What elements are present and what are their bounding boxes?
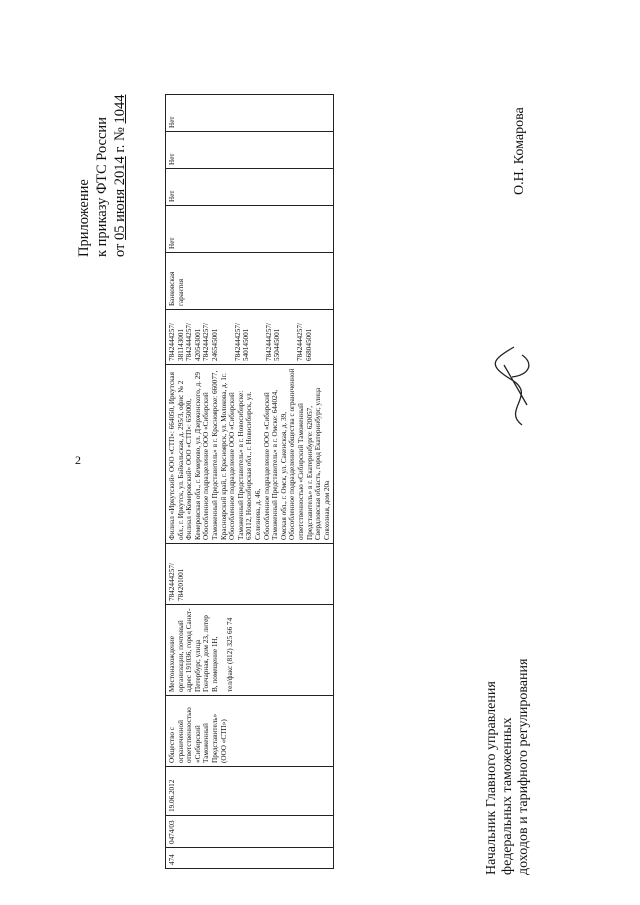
branch-item: Филиал «Иркутский» ООО «СТП»: 664050, Иркутская обл., г. Иркутск, ул. Байкальская, д. 295/3, офис № 2 (168, 372, 185, 540)
appendix-header (75, 95, 129, 257)
appendix-date-line: от 05 июня 2014 г. № 1044 (112, 94, 128, 257)
branch-item: Обособленное подразделение общества с ограниченной ответственностью «Сибирский Таможенный Представитель» в г. Екатеринбурге: 620057, Свердловская область, город Екатеринбург, улица Совхозная, дом 20а (288, 368, 331, 540)
handwritten-signature (482, 335, 552, 435)
cell-guarantee: Банковская гарантия (166, 253, 334, 310)
branch-inn: 7842444257/ 550445001 (264, 323, 282, 361)
cell-col12: Нет (166, 132, 334, 169)
table-row (166, 95, 334, 869)
branch-inn: 7842444257/ 381143001 (168, 323, 185, 361)
cell-name: Общество с ограниченной ответственностью «Сибирский Таможенный Представитель» (ООО «СТП») (166, 696, 334, 767)
branch-item: Обособленное подразделение ООО «Сибирский Таможенный Представитель» в г. Новосибирске: 630112, Новосибирская обл., г. Новосибирск, ул. Селезнева, д. 46, (228, 390, 262, 540)
branch-inn: 7842444257/ 420543001 (185, 323, 202, 361)
address-text: Местонахождение организации, почтовый адрес 191036, город Санкт-Петербург, улица Гончарная, дом 23, литер В, помещение 1Н, (168, 608, 219, 692)
branch-inn: 7842444257/ 540145001 (233, 323, 251, 361)
appendix-number: 1044 (112, 94, 128, 124)
registry-table (165, 94, 334, 869)
appendix-order: к приказу ФТС России (94, 117, 110, 257)
branch-inn: 7842444257/ 668045001 (295, 323, 313, 361)
branch-inn: 7842444257/ 246545001 (202, 323, 219, 361)
cell-col11: Нет (166, 169, 334, 206)
appendix-title: Приложение (76, 179, 92, 257)
cell-col10: Нет (166, 206, 334, 253)
appendix-date: 05 июня 2014 (112, 156, 128, 240)
branch-item: Обособленное подразделение ООО «Сибирский Таможенный Представитель» в г. Красноярске: 660077, Красноярский край, г. Красноярск, ул. Молокова, д. 1г. (202, 370, 228, 540)
page-number: 2 (75, 453, 81, 467)
cell-col13: Нет (166, 95, 334, 132)
signatory-name: О.Н. Комарова (512, 107, 527, 195)
branch-item: Обособленное подразделение ООО «Сибирский Таможенный Представитель» в г. Омске: 644024, Омская обл., г. Омск, ул. Сакенская, д. 39, (262, 389, 288, 540)
signatory-post: Начальник Главного управления федеральных таможенных доходов и тарифного регулирования (484, 658, 531, 875)
cell-code: 0474/03 (166, 816, 334, 848)
cell-branch-inn (166, 310, 334, 365)
cell-num: 474 (166, 848, 334, 869)
cell-branches (166, 365, 334, 544)
cell-date: 19.06.2012 (166, 767, 334, 816)
branch-item: Филиал «Кемеровский» ООО «СТП»: 650000, Кемеровская обл., г. Кемерово, ул. Дзержинского, д. 29 (185, 372, 202, 540)
cell-address (166, 605, 334, 696)
cell-inn-kpp: 7842444257/ 784201001 (166, 544, 334, 605)
phone-text: тел/факс (812) 325 66 74 (225, 617, 234, 692)
